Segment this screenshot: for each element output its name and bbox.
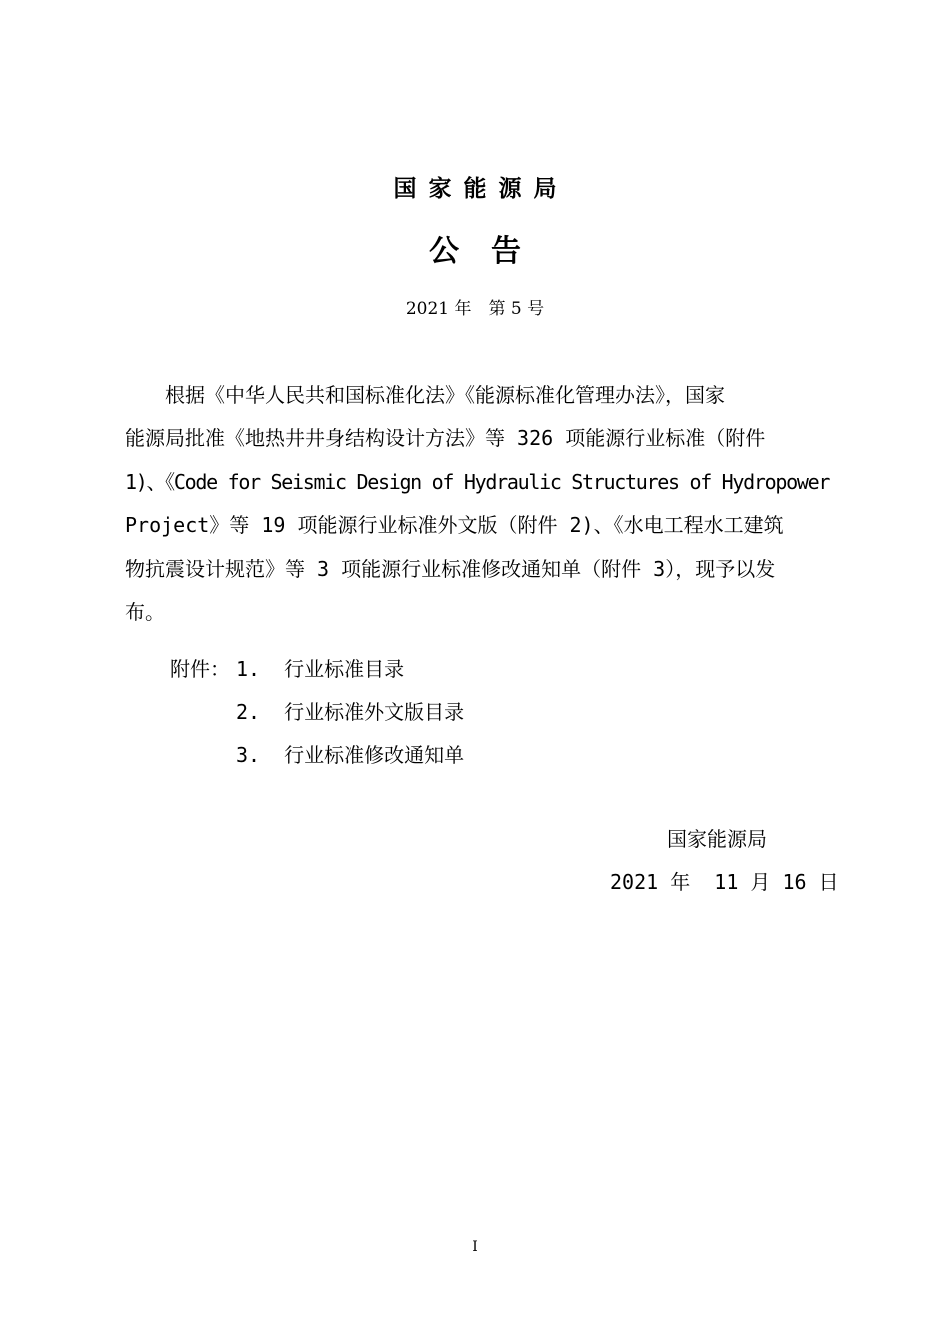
page-number: I <box>472 1239 478 1255</box>
signature-agency: 国家能源局 <box>667 827 767 851</box>
body-line: 布。 <box>125 600 165 625</box>
body-line: 1)、《Code for Seismic Design of Hydraulic Structures of Hydropower <box>125 469 830 494</box>
signature-date: 2021 年 11 月 16 日 <box>610 870 839 894</box>
attachment-item-1: 1. 行业标准目录 <box>236 657 405 681</box>
attachment-item-2: 2. 行业标准外文版目录 <box>236 700 465 724</box>
body-line: 物抗震设计规范》等 3 项能源行业标准修改通知单（附件 3），现予以发 <box>125 556 776 581</box>
attachments-label: 附件： <box>170 657 230 681</box>
announcement-body <box>125 374 830 634</box>
attachment-item-3: 3. 行业标准修改通知单 <box>236 743 465 767</box>
document-number: 2021 年 第 5 号 <box>405 299 545 319</box>
body-line: Project》等 19 项能源行业标准外文版（附件 2)、《水电工程水工建筑 <box>125 513 784 538</box>
body-line: 能源局批准《地热井井身结构设计方法》等 326 项能源行业标准（附件 <box>125 426 766 451</box>
issuing-agency-heading: 国家能源局 <box>393 176 569 202</box>
document-type-heading: 公告 <box>429 234 553 269</box>
body-line: 根据《中华人民共和国标准化法》《能源标准化管理办法》，国家 <box>125 383 725 407</box>
